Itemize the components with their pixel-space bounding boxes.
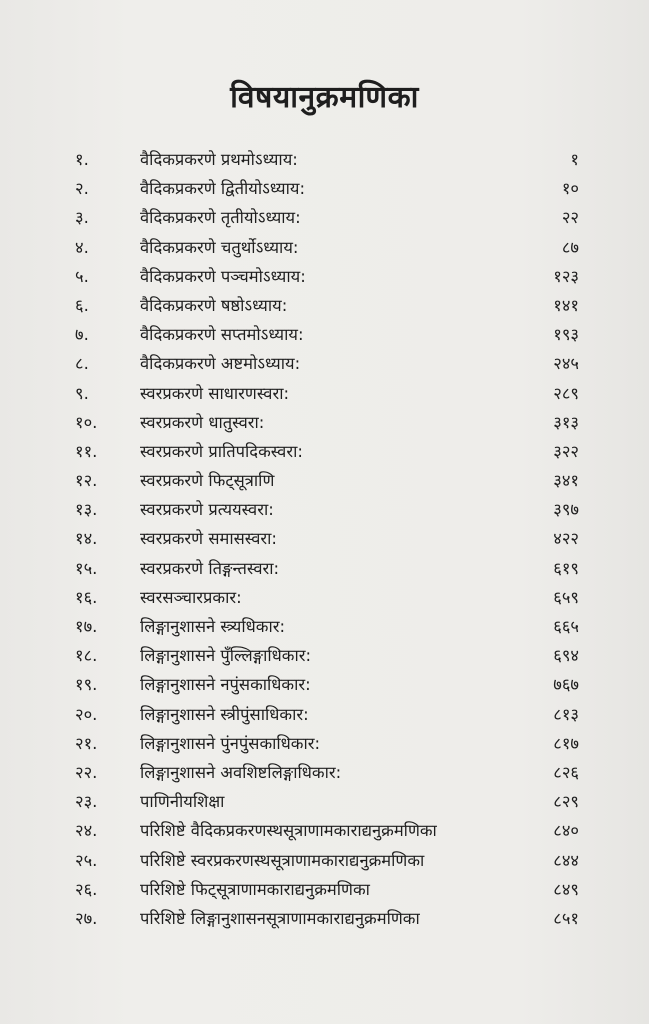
entry-number: १४.: [75, 529, 98, 549]
entry-number: ३.: [75, 208, 89, 228]
toc-row: [0, 320, 649, 349]
entry-title: परिशिष्टे लिङ्गानुशासनसूत्राणामकाराद्यनुक्रमणिका: [140, 908, 420, 928]
toc-row: [0, 729, 649, 758]
entry-page-number: ८५१: [553, 908, 579, 928]
entry-number: ६.: [75, 295, 89, 315]
entry-number: १२.: [75, 471, 98, 491]
entry-number: २६.: [75, 879, 98, 899]
toc-row: [0, 233, 649, 262]
toc-row: [0, 612, 649, 641]
toc-row: [0, 291, 649, 320]
entry-page-number: ६५९: [553, 587, 579, 607]
entry-number: २७.: [75, 908, 98, 928]
entry-page-number: ८४४: [553, 850, 579, 870]
entry-page-number: ६१९: [553, 558, 579, 578]
entry-title: वैदिकप्रकरणे तृतीयोऽध्याय:: [140, 208, 301, 228]
entry-page-number: ३४१: [553, 471, 579, 491]
toc-row: [0, 524, 649, 553]
entry-title: वैदिकप्रकरणे द्वितीयोऽध्याय:: [140, 179, 306, 199]
toc-row: [0, 408, 649, 437]
entry-page-number: ८२६: [553, 762, 579, 782]
entry-page-number: १२३: [553, 266, 579, 286]
toc-row: [0, 349, 649, 378]
entry-title: वैदिकप्रकरणे चतुर्थोऽध्याय:: [140, 237, 299, 257]
entry-number: ११.: [75, 441, 98, 461]
entry-title: लिङ्गानुशासने पुंनपुंसकाधिकार:: [140, 733, 321, 753]
entry-number: १७.: [75, 617, 98, 636]
entry-number: ८.: [75, 354, 89, 374]
entry-title: स्वरप्रकरणे प्रत्ययस्वरा:: [140, 500, 274, 520]
entry-title: स्वरप्रकरणे समासस्वरा:: [140, 529, 277, 549]
entry-title: स्वरप्रकरणे प्रातिपदिकस्वरा:: [140, 441, 303, 461]
entry-title: वैदिकप्रकरणे षष्ठोऽध्याय:: [140, 295, 288, 315]
toc-row: [0, 495, 649, 524]
entry-number: १०.: [75, 412, 98, 432]
entry-title: लिङ्गानुशासने नपुंसकाधिकार:: [140, 675, 311, 695]
entry-title: वैदिकप्रकरणे सप्तमोऽध्याय:: [140, 325, 304, 345]
entry-number: २४.: [75, 821, 98, 841]
entry-page-number: ३९७: [553, 500, 579, 520]
toc-row: [0, 174, 649, 203]
entry-page-number: ३२२: [553, 441, 579, 461]
entry-page-number: १०: [561, 179, 579, 199]
entry-page-number: ८१३: [553, 704, 579, 724]
toc-row: [0, 554, 649, 583]
toc-row: [0, 466, 649, 495]
entry-page-number: ३१३: [553, 412, 579, 432]
toc-row: [0, 846, 649, 875]
entry-page-number: ८२९: [553, 792, 579, 812]
entry-title: परिशिष्टे स्वरप्रकरणस्थसूत्राणामकाराद्यनुक्रमणिका: [140, 850, 425, 870]
entry-title: स्वरप्रकरणे धातुस्वरा:: [140, 412, 265, 432]
entry-title: लिङ्गानुशासने पुँल्लिङ्गाधिकार:: [140, 646, 312, 666]
toc-row: [0, 670, 649, 699]
toc-row: [0, 641, 649, 670]
entry-number: १.: [75, 150, 89, 169]
entry-number: २.: [75, 179, 89, 199]
entry-page-number: २२: [561, 208, 579, 228]
entry-number: १८.: [75, 646, 98, 666]
entry-page-number: ६६५: [553, 617, 579, 636]
table-of-contents: [0, 145, 649, 933]
entry-title: लिङ्गानुशासने स्त्रीपुंसाधिकार:: [140, 704, 309, 724]
toc-row: [0, 262, 649, 291]
entry-number: २०.: [75, 704, 98, 724]
toc-row: [0, 203, 649, 232]
entry-number: २५.: [75, 850, 98, 870]
entry-number: १६.: [75, 587, 98, 607]
toc-row: [0, 787, 649, 816]
entry-page-number: २४५: [553, 354, 579, 374]
entry-number: १५.: [75, 558, 98, 578]
entry-page-number: ८४०: [553, 821, 579, 841]
entry-title: परिशिष्टे वैदिकप्रकरणस्थसूत्राणामकाराद्यनुक्रमणिका: [140, 821, 437, 841]
entry-title: स्वरप्रकरणे तिङ्गन्तस्वरा:: [140, 558, 280, 578]
entry-number: १९.: [75, 675, 98, 695]
entry-number: २३.: [75, 792, 98, 812]
entry-number: १३.: [75, 500, 98, 520]
entry-title: स्वरप्रकरणे साधारणस्वरा:: [140, 383, 290, 403]
entry-title: परिशिष्टे फिट्सूत्राणामकाराद्यनुक्रमणिका: [140, 879, 370, 899]
toc-row: [0, 758, 649, 787]
entry-number: ५.: [75, 266, 89, 286]
entry-page-number: ६९४: [553, 646, 579, 666]
toc-row: [0, 700, 649, 729]
toc-row: [0, 379, 649, 408]
entry-page-number: १: [570, 150, 579, 169]
entry-number: ७.: [75, 325, 89, 345]
entry-number: २१.: [75, 733, 98, 753]
entry-title: स्वरसञ्चारप्रकार:: [140, 587, 242, 607]
entry-title: लिङ्गानुशासने अवशिष्टलिङ्गाधिकार:: [140, 762, 342, 782]
entry-page-number: ८७: [561, 237, 579, 257]
entry-page-number: २८९: [553, 383, 579, 403]
entry-title: स्वरप्रकरणे फिट्सूत्राणि: [140, 471, 275, 491]
entry-number: ९.: [75, 383, 89, 403]
toc-row: [0, 145, 649, 174]
entry-page-number: १४१: [553, 295, 579, 315]
toc-row: [0, 875, 649, 904]
entry-page-number: ८१७: [553, 733, 579, 753]
entry-page-number: ४२२: [553, 529, 579, 549]
page-title: विषयानुक्रमणिका: [230, 80, 419, 115]
toc-row: [0, 816, 649, 845]
entry-title: वैदिकप्रकरणे पञ्चमोऽध्याय:: [140, 266, 306, 286]
entry-title: वैदिकप्रकरणे प्रथमोऽध्याय:: [140, 150, 298, 169]
entry-page-number: ८४९: [553, 879, 579, 899]
entry-title: पाणिनीयशिक्षा: [140, 792, 225, 812]
entry-page-number: ७६७: [553, 675, 579, 695]
entry-number: २२.: [75, 762, 98, 782]
toc-row: [0, 583, 649, 612]
entry-page-number: १९३: [553, 325, 579, 345]
entry-number: ४.: [75, 237, 89, 257]
entry-title: लिङ्गानुशासने स्त्र्यधिकार:: [140, 617, 286, 636]
toc-row: [0, 904, 649, 933]
entry-title: वैदिकप्रकरणे अष्टमोऽध्याय:: [140, 354, 301, 374]
toc-row: [0, 437, 649, 466]
